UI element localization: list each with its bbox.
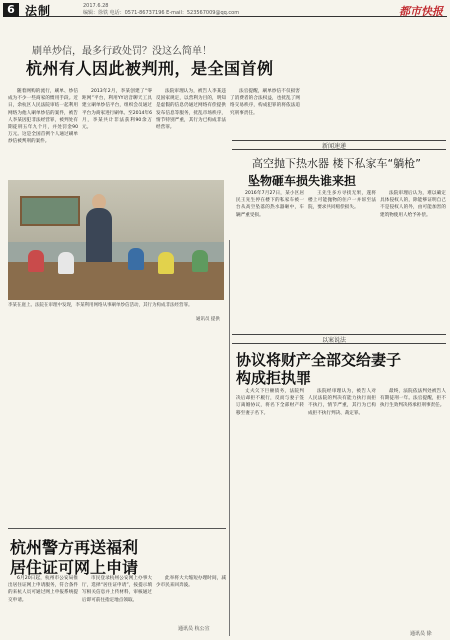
paragraph: 法院审理后认为，难以确定具体侵权人的，除能够证明自己不是侵权人的外，由可能加害的建筑物使用人给予补偿。	[380, 191, 446, 218]
masthead-meta	[83, 3, 239, 17]
page-number: 6	[3, 3, 19, 17]
section-title: 法制	[25, 4, 52, 18]
paragraph: 6月20日起，杭州市公安局推出居住证网上申请服务，符合条件的来杭人员可通过网上申报系统提交申请。	[8, 576, 78, 603]
paragraph: 法官提醒，刷单炒信不仅损害了消费者的合法权益，也扰乱了网络交易秩序，构成犯罪的将依法追究刑事责任。	[230, 89, 300, 116]
column-divider	[229, 240, 230, 636]
case-story-headline-1: 协议将财产全部交给妻子	[236, 351, 402, 369]
photo-student	[28, 250, 44, 272]
paragraph: 最终，法院依法判处被告人有期徒刑一年。法官提醒，拒不执行生效判决将承担刑事责任。	[380, 389, 446, 409]
classroom-photo	[8, 180, 224, 300]
case-story-column-1	[236, 388, 304, 634]
paragraph: 市民登录杭州公安网上办事大厅，选择“居住证申请”，按提示填写相关信息并上传材料，审核通过后即可前往指定地点领取。	[82, 576, 152, 603]
paragraph: 随着网购的流行，刷单、炒信成为不少一些商家的惯用手段。近日，余杭区人民法院审结一起利用网络为他人刷单炒信的案件，被告人李某因犯非法经营罪，被判处有期徒刑五年九个月，并处罚金90万元。这是全国首例个人通过刷单炒信被判刑的案件。	[8, 89, 78, 145]
lower-story-headline-1: 杭州警方再送福利	[10, 538, 139, 557]
lower-story-headline-2: 居住证可网上申请	[10, 558, 139, 577]
paragraph: 法院审理认为，被告人李某违反国家规定，以营利为目的，明知是虚假的信息仍通过网络有偿提供发布信息等服务，扰乱市场秩序，情节特别严重，其行为已构成非法经营罪。	[156, 89, 226, 131]
photo-student	[158, 252, 174, 274]
right-story-column-1	[236, 190, 304, 330]
case-story-byline: 通讯员 徐	[410, 631, 432, 637]
paragraph: 此举将大大缩短办理时间，减少市民来回奔波。	[156, 576, 226, 589]
lower-story-column-2	[82, 575, 152, 635]
photo-caption: 李某在庭上。法院在审理中发现，李某利用网络从事刷单炒信活动，其行为构成非法经营罪。	[8, 303, 193, 308]
paragraph: 2016年7月27日，某小区居民王先生停在楼下的私家车被一台从高空坠落的热水器砸中，车辆严重受损。	[236, 191, 304, 218]
case-story-column-2	[308, 388, 376, 634]
editor-contact: 编辑：徐铁 电话：0571-86737196 E-mail：523567009@qq.com	[83, 10, 240, 16]
case-story-column-3	[380, 388, 446, 634]
right-story-subhead: 高空抛下热水器 楼下私家车“躺枪”	[252, 157, 421, 170]
photo-student	[58, 252, 74, 274]
band-label: 新闻速递	[322, 143, 347, 150]
band-label: 以案说法	[322, 337, 347, 344]
paragraph: 丈夫欠下巨额债务，法院判决后却拒不履行，反而与妻子签订离婚协议，将名下全部财产转移至妻子名下。	[236, 389, 304, 416]
photo-blackboard	[20, 196, 80, 226]
paragraph: 王先生多方寻找无果，遂将楼上可能抛物的住户一并诉至法院，要求共同赔偿损失。	[308, 191, 376, 211]
right-story-column-3	[380, 190, 446, 330]
masthead	[3, 3, 447, 17]
photo-student	[192, 250, 208, 272]
case-story-headline-2: 构成拒执罪	[236, 369, 312, 387]
lower-story-byline: 通讯员 杭公宣	[178, 626, 210, 632]
right-story-headline: 坠物砸车损失谁来担	[248, 174, 357, 188]
top-story-headline: 杭州有人因此被判刑，是全国首例	[26, 59, 274, 78]
divider	[8, 528, 226, 529]
right-story-column-2	[308, 190, 376, 330]
paragraph: 法院经审理认为，被告人对人民法院的判决有能力执行而拒不执行，情节严重，其行为已构成拒不执行判决、裁定罪。	[308, 389, 376, 416]
paragraph: 2013年2月，李某创建了“零距网”平台，利用YY语音聊天工具建立刷单炒信平台，组织会员通过平台为商家进行刷单。至2014年6月，李某共计非法获利90余万元。	[82, 89, 152, 131]
photo-credit: 通讯员 提供	[196, 317, 220, 322]
photo-student	[128, 248, 144, 270]
top-story-kicker: 刷单炒信，最多行政处罚？没这么简单！	[32, 46, 212, 57]
section-band	[232, 334, 446, 344]
section-band	[232, 140, 446, 150]
lower-story-column-1	[8, 575, 78, 635]
issue-date: 2017.6.28	[83, 3, 109, 9]
newspaper-logo: 都市快报	[399, 5, 443, 18]
